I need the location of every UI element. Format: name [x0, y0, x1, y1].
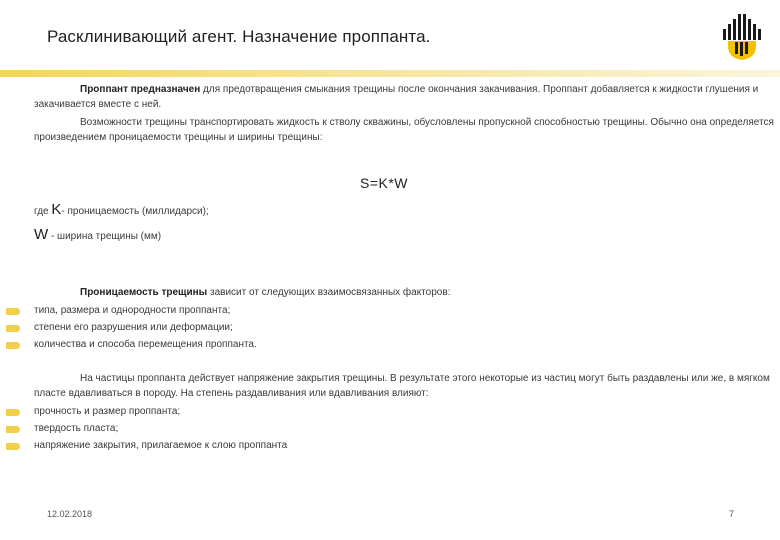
formula: S=K*W — [360, 175, 409, 191]
list-item: твердость пласта; — [34, 423, 119, 434]
section1-bold-lead: Проницаемость трещины — [80, 287, 208, 298]
section2-text: На частицы проппанта действует напряжение закрытия трещины. В результате этого некоторые из частиц могут быть раздавлены или же, в мягком пласте вдавливаться в породу. На степень раздавливания или вдавливания влияют: — [34, 373, 770, 399]
definition-k-text: - проницаемость (миллидарси); — [61, 206, 209, 217]
bullet-marker-icon — [6, 443, 20, 450]
section1-lead — [34, 285, 776, 300]
definition-w-symbol: W — [34, 226, 49, 243]
intro-bold-lead: Проппант предназначен — [80, 84, 201, 95]
section2-paragraph — [34, 371, 776, 401]
bullet-marker-icon — [6, 308, 20, 315]
bullet-marker-icon — [6, 409, 20, 416]
list-item: количества и способа перемещения проппанта. — [34, 339, 257, 350]
definition-k-symbol: K — [51, 201, 62, 218]
footer-date: 12.02.2018 — [47, 509, 93, 519]
definition-k-prefix: где — [34, 206, 52, 217]
intro-text-2: Возможности трещины транспортировать жидкость к стволу скважины, обусловлены пропускной способностью трещины. Обычно она определяется произведением проницаемости трещины и ширины трещины: — [34, 117, 774, 143]
bullet-marker-icon — [6, 325, 20, 332]
company-logo-icon — [720, 12, 764, 62]
list-item: степени его разрушения или деформации; — [34, 322, 233, 333]
intro-paragraph-2 — [34, 115, 776, 145]
bullet-marker-icon — [6, 426, 20, 433]
list-item: типа, размера и однородности проппанта; — [34, 305, 231, 316]
section1-text: зависит от следующих взаимосвязанных факторов: — [207, 287, 451, 298]
definition-w-text: - ширина трещины (мм) — [48, 231, 162, 242]
page-number: 7 — [729, 509, 735, 519]
intro-paragraph-1 — [34, 82, 776, 112]
list-item: прочность и размер проппанта; — [34, 406, 181, 417]
intro-text-1: для предотвращения смыкания трещины после окончания закачивания. Проппант добавляется к жидкости глушения и закачивается вместе с ней. — [34, 84, 759, 110]
definition-k — [34, 201, 209, 218]
header-divider — [0, 70, 780, 77]
list-item: напряжение закрытия, прилагаемое к слою проппанта — [34, 440, 288, 451]
page-title: Расклинивающий агент. Назначение проппанта. — [47, 27, 431, 46]
bullet-marker-icon — [6, 342, 20, 349]
definition-w — [34, 226, 161, 243]
